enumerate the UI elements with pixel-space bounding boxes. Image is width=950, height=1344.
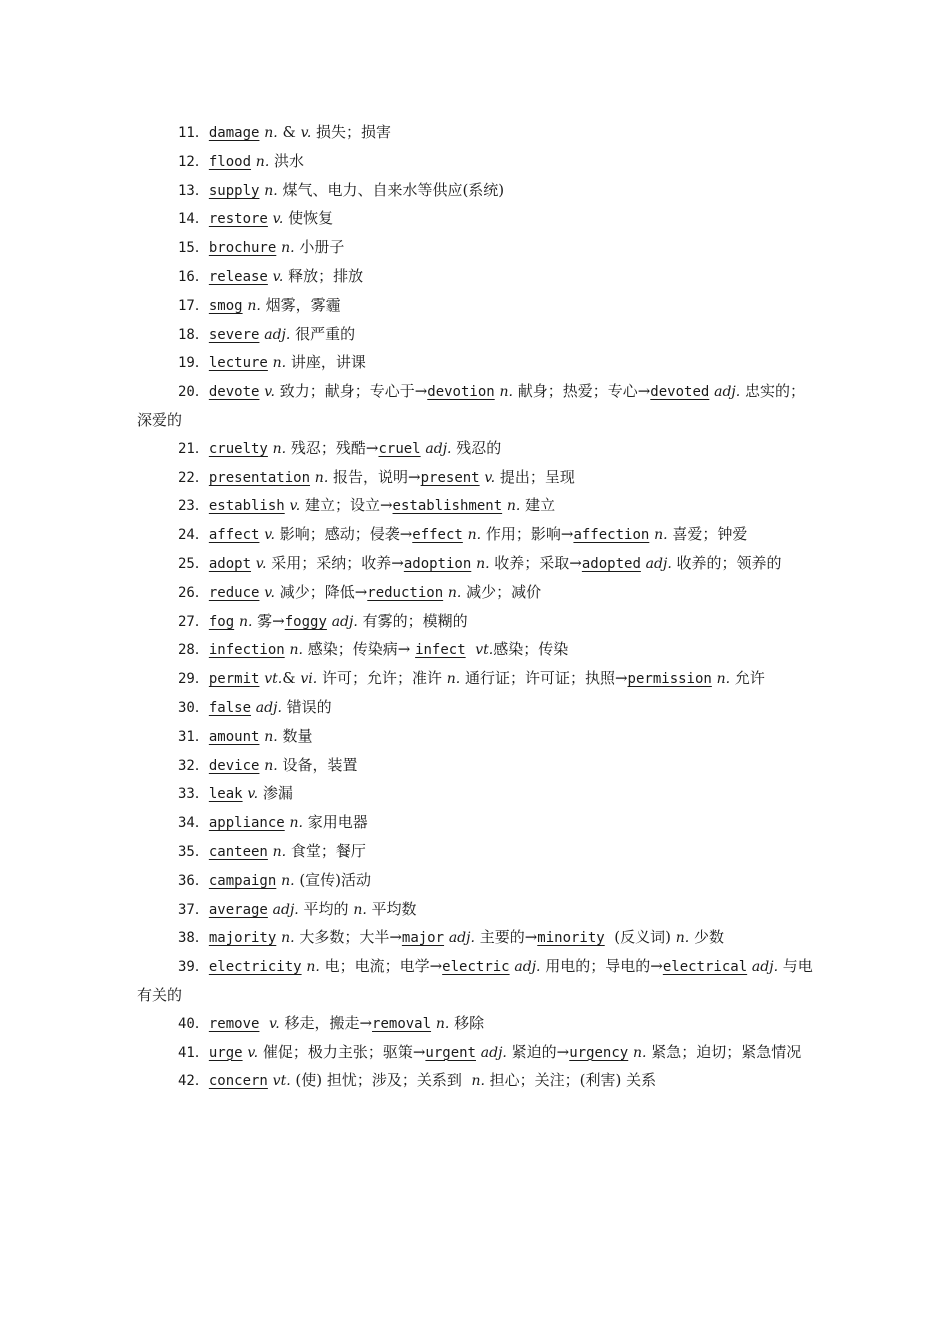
vocab-word: canteen — [208, 843, 268, 860]
entry-number: 22． — [178, 469, 209, 486]
part-of-speech: adj. — [714, 384, 741, 401]
part-of-speech: n. — [435, 1015, 450, 1032]
part-of-speech: v. — [264, 584, 275, 601]
part-of-speech: n. — [633, 1044, 647, 1061]
vocab-entry — [137, 550, 817, 579]
vocab-entry — [137, 205, 817, 234]
vocab-entry — [137, 349, 817, 378]
entry-number: 24． — [178, 527, 209, 544]
entry-number: 23． — [178, 498, 209, 515]
part-of-speech: adj. — [255, 699, 282, 716]
part-of-speech: vi. — [300, 671, 318, 688]
definition-text: 感染；传染病→ — [302, 640, 416, 659]
part-of-speech: v. — [255, 555, 267, 572]
part-of-speech: n. — [675, 930, 690, 947]
part-of-speech: v. — [289, 498, 301, 515]
part-of-speech: v. — [268, 1015, 280, 1032]
definition-text: 移除 — [449, 1013, 485, 1032]
definition-text: (反义词) — [604, 928, 676, 947]
vocab-entry — [137, 896, 817, 925]
vocab-entry — [137, 608, 817, 637]
definition-text: & — [277, 123, 301, 141]
part-of-speech: adj. — [331, 613, 358, 630]
vocab-word: affect — [208, 527, 260, 544]
vocab-word: establish — [208, 498, 285, 515]
definition-text — [259, 1014, 269, 1032]
definition-text: 献身；热爱；专心→ — [512, 382, 651, 401]
vocabulary-list — [137, 119, 817, 1096]
entry-number: 19． — [178, 355, 209, 372]
definition-text: 渗漏 — [258, 784, 293, 803]
vocab-word: removal — [372, 1015, 432, 1032]
definition-text: 紧迫的→ — [506, 1042, 570, 1061]
vocab-entry — [137, 838, 817, 867]
definition-text: 作用；影响→ — [481, 525, 574, 544]
entry-number: 16． — [178, 268, 209, 285]
part-of-speech: n. — [281, 872, 295, 889]
vocab-word: urgency — [569, 1044, 629, 1061]
part-of-speech: n. — [716, 671, 731, 688]
part-of-speech: n. — [264, 182, 278, 199]
definition-text: 烟雾，雾霾 — [260, 295, 341, 314]
entry-number: 37． — [178, 901, 209, 918]
vocab-entry — [137, 723, 817, 752]
vocab-entry — [137, 378, 817, 435]
definition-text: 小册子 — [294, 238, 345, 257]
vocab-word: electricity — [208, 959, 302, 976]
definition-text: 设备，装置 — [277, 755, 358, 774]
part-of-speech: n. — [353, 901, 367, 918]
entry-number: 40． — [178, 1015, 209, 1032]
definition-text: 建立 — [520, 496, 556, 515]
vocab-entry — [137, 148, 817, 177]
definition-text: 提出；呈现 — [495, 467, 575, 486]
definition-text: 有雾的；模糊的 — [357, 611, 468, 630]
vocab-entry — [137, 1039, 817, 1068]
vocab-entry — [137, 119, 817, 148]
definition-text — [466, 640, 476, 658]
vocab-entry — [137, 263, 817, 292]
vocab-entry — [137, 924, 817, 953]
part-of-speech: v. — [247, 1044, 259, 1061]
definition-text: 释放；排放 — [283, 266, 364, 285]
part-of-speech: v. — [300, 125, 312, 141]
vocab-word: appliance — [208, 815, 285, 832]
part-of-speech: n. — [447, 584, 462, 601]
vocab-word: cruelty — [208, 440, 268, 457]
vocab-word: presentation — [208, 469, 311, 486]
entry-number: 14． — [178, 211, 209, 228]
definition-text: 损失；损害 — [311, 123, 392, 141]
vocab-entry — [137, 953, 817, 1010]
entry-number: 15． — [178, 240, 209, 257]
definition-text: 收养的；领养的 — [671, 553, 782, 572]
vocab-word: majority — [208, 930, 277, 947]
part-of-speech: n. — [471, 1073, 485, 1090]
definition-text: 很严重的 — [290, 324, 356, 343]
entry-number: 21． — [178, 440, 209, 457]
vocab-entry — [137, 694, 817, 723]
part-of-speech: n. — [238, 613, 253, 630]
part-of-speech: n. — [281, 930, 295, 947]
definition-text: 煤气、电力、自来水等供应(系统) — [277, 180, 505, 199]
vocab-word: establishment — [392, 498, 503, 515]
vocab-word: lecture — [208, 355, 268, 372]
definition-text: 电；电流；电学→ — [319, 957, 443, 976]
vocab-word: adopt — [208, 555, 252, 572]
entry-number: 12． — [178, 153, 209, 170]
vocab-word: infect — [415, 642, 466, 659]
definition-text: 洪水 — [269, 151, 305, 170]
vocab-word: restore — [208, 211, 268, 228]
vocab-entry — [137, 1010, 817, 1039]
definition-text: 平均数 — [366, 899, 417, 918]
vocab-word: effect — [412, 527, 463, 544]
definition-text: 紧急；迫切；紧急情况 — [646, 1042, 802, 1061]
definition-text: 使恢复 — [283, 209, 334, 228]
definition-text: 许可；允许；准许 — [317, 669, 447, 688]
part-of-speech: v. — [484, 469, 496, 486]
definition-text: 与电有关的 — [137, 957, 813, 1004]
definition-text: 平均的 — [298, 899, 354, 918]
part-of-speech: n. — [272, 440, 287, 457]
definition-text: 减少；减价 — [461, 582, 542, 601]
vocab-word: devote — [208, 384, 260, 401]
definition-text: 致力；献身；专心于→ — [274, 382, 428, 401]
entry-number: 38． — [178, 930, 209, 947]
part-of-speech: n. — [272, 843, 287, 860]
vocab-entry — [137, 464, 817, 493]
vocab-entry — [137, 636, 817, 665]
entry-number: 17． — [178, 297, 209, 314]
part-of-speech: adj. — [751, 959, 779, 976]
vocab-entry — [137, 809, 817, 838]
entry-number: 42． — [178, 1073, 209, 1090]
part-of-speech: v. — [272, 268, 284, 285]
part-of-speech: adj. — [264, 326, 291, 343]
vocab-word: damage — [208, 125, 260, 141]
entry-number: 29． — [178, 671, 209, 688]
part-of-speech: vt. — [272, 1073, 291, 1090]
vocab-word: electric — [442, 959, 510, 976]
part-of-speech: n. — [506, 498, 521, 515]
entry-number: 35． — [178, 843, 209, 860]
vocab-word: leak — [208, 786, 243, 803]
vocab-entry — [137, 321, 817, 350]
vocab-word: severe — [208, 326, 260, 343]
definition-text: & — [282, 669, 301, 688]
entry-number: 18． — [178, 326, 209, 343]
part-of-speech: n. — [247, 297, 261, 314]
definition-text: 通行证；许可证；执照→ — [460, 669, 628, 688]
vocab-word: release — [208, 268, 268, 285]
definition-text: 建立；设立→ — [300, 496, 393, 515]
definition-text: 少数 — [689, 928, 724, 947]
vocab-entry — [137, 752, 817, 781]
vocab-word: false — [208, 699, 252, 716]
vocab-word: electrical — [662, 959, 748, 976]
part-of-speech: n. — [272, 355, 287, 372]
part-of-speech: n. — [499, 384, 513, 401]
vocab-word: present — [420, 469, 480, 486]
part-of-speech: n. — [446, 671, 461, 688]
vocab-word: affection — [573, 527, 650, 544]
vocab-entry — [137, 521, 817, 550]
definition-text: 食堂；餐厅 — [286, 841, 366, 860]
part-of-speech: n. — [255, 153, 270, 170]
vocab-word: brochure — [208, 240, 277, 257]
vocab-entry — [137, 665, 817, 694]
part-of-speech: adj. — [480, 1044, 507, 1061]
vocab-word: foggy — [284, 613, 327, 630]
vocab-entry — [137, 780, 817, 809]
part-of-speech: adj. — [645, 555, 672, 572]
definition-text: 用电的；导电的→ — [540, 957, 663, 976]
definition-text: 主要的→ — [474, 928, 538, 947]
part-of-speech: v. — [264, 384, 275, 401]
vocab-word: urge — [208, 1044, 243, 1061]
entry-number: 32． — [178, 757, 209, 774]
vocab-word: flood — [208, 153, 252, 170]
definition-text: 雾→ — [252, 611, 285, 630]
part-of-speech: n. — [654, 527, 668, 544]
part-of-speech: n. — [476, 555, 490, 572]
part-of-speech: adj. — [425, 440, 452, 457]
entry-number: 31． — [178, 728, 209, 745]
vocab-word: devoted — [650, 384, 710, 401]
part-of-speech: v. — [247, 786, 259, 803]
vocab-word: adoption — [403, 555, 472, 572]
vocab-word: permit — [208, 671, 260, 688]
part-of-speech: n. — [264, 125, 278, 141]
definition-text: 催促；极力主张；驱策→ — [258, 1042, 426, 1061]
definition-text: 感染；传染 — [493, 640, 569, 659]
definition-text: 担心；关注；(利害) 关系 — [484, 1071, 657, 1090]
vocab-word: infection — [208, 642, 285, 659]
vocab-entry — [137, 492, 817, 521]
part-of-speech: adj. — [448, 930, 475, 947]
entry-number: 20． — [178, 384, 209, 401]
definition-text: 大多数；大半→ — [294, 928, 402, 947]
vocab-entry — [137, 234, 817, 263]
entry-number: 36． — [178, 872, 209, 889]
vocab-word: urgent — [425, 1044, 476, 1061]
vocab-word: concern — [208, 1073, 268, 1090]
definition-text: 残忍的 — [451, 438, 502, 457]
vocab-word: minority — [537, 930, 605, 947]
vocab-word: devotion — [427, 384, 495, 401]
vocab-word: cruel — [378, 440, 421, 457]
entry-number: 34． — [178, 815, 209, 832]
vocab-entry — [137, 292, 817, 321]
definition-text: 采用；采纳；收养→ — [266, 553, 404, 572]
entry-number: 13． — [178, 182, 209, 199]
entry-number: 33． — [178, 786, 209, 803]
vocab-word: adopted — [581, 555, 641, 572]
vocab-word: fog — [208, 613, 235, 630]
part-of-speech: n. — [306, 959, 320, 976]
vocab-word: smog — [208, 297, 243, 314]
vocab-word: campaign — [208, 872, 277, 889]
definition-text: 允许 — [730, 669, 765, 688]
vocab-word: permission — [627, 671, 712, 688]
vocab-entry — [137, 579, 817, 608]
entry-number: 11． — [178, 125, 209, 141]
definition-text: 报告，说明→ — [328, 467, 421, 486]
definition-text: 移走，搬走→ — [279, 1013, 373, 1032]
definition-text: 家用电器 — [302, 813, 368, 832]
vocab-entry — [137, 177, 817, 206]
part-of-speech: n. — [264, 757, 278, 774]
vocab-word: supply — [208, 182, 260, 199]
definition-text: 影响；感动；侵袭→ — [274, 525, 413, 544]
part-of-speech: v. — [272, 211, 284, 228]
definition-text: 忠实的；深爱的 — [137, 382, 805, 429]
definition-text: 错误的 — [281, 697, 332, 716]
entry-number: 27． — [178, 613, 209, 630]
part-of-speech: n. — [289, 815, 303, 832]
vocab-word: amount — [208, 728, 260, 745]
entry-number: 25． — [178, 555, 209, 572]
vocab-word: reduction — [367, 584, 444, 601]
definition-text: (宣传)活动 — [294, 870, 372, 889]
definition-text: 喜爱；钟爱 — [667, 525, 748, 544]
part-of-speech: adj. — [514, 959, 541, 976]
vocab-entry — [137, 867, 817, 896]
definition-text: 讲座，讲课 — [286, 353, 366, 372]
definition-text: 数量 — [277, 726, 313, 745]
entry-number: 39． — [178, 959, 209, 976]
definition-text: 减少；降低→ — [274, 582, 368, 601]
vocab-word: major — [401, 930, 445, 947]
definition-text: (使) 担忧；涉及；关系到 — [290, 1071, 472, 1090]
part-of-speech: n. — [281, 240, 295, 257]
vocab-entry — [137, 1067, 817, 1096]
definition-text: 收养；采取→ — [489, 553, 582, 572]
vocab-entry — [137, 435, 817, 464]
part-of-speech: n. — [314, 469, 329, 486]
entry-number: 28． — [178, 642, 209, 659]
part-of-speech: n. — [289, 642, 303, 659]
part-of-speech: n. — [264, 728, 278, 745]
vocab-word: average — [208, 901, 268, 918]
entry-number: 30． — [178, 699, 209, 716]
part-of-speech: v. — [264, 527, 275, 544]
entry-number: 26． — [178, 584, 209, 601]
definition-text: 残忍；残酷→ — [286, 438, 379, 457]
part-of-speech: vt. — [475, 642, 494, 659]
vocab-word: device — [208, 757, 260, 774]
entry-number: 41． — [178, 1044, 209, 1061]
part-of-speech: n. — [467, 527, 482, 544]
part-of-speech: vt. — [264, 671, 283, 688]
part-of-speech: adj. — [272, 901, 299, 918]
vocab-word: remove — [208, 1015, 260, 1032]
vocab-word: reduce — [208, 584, 260, 601]
